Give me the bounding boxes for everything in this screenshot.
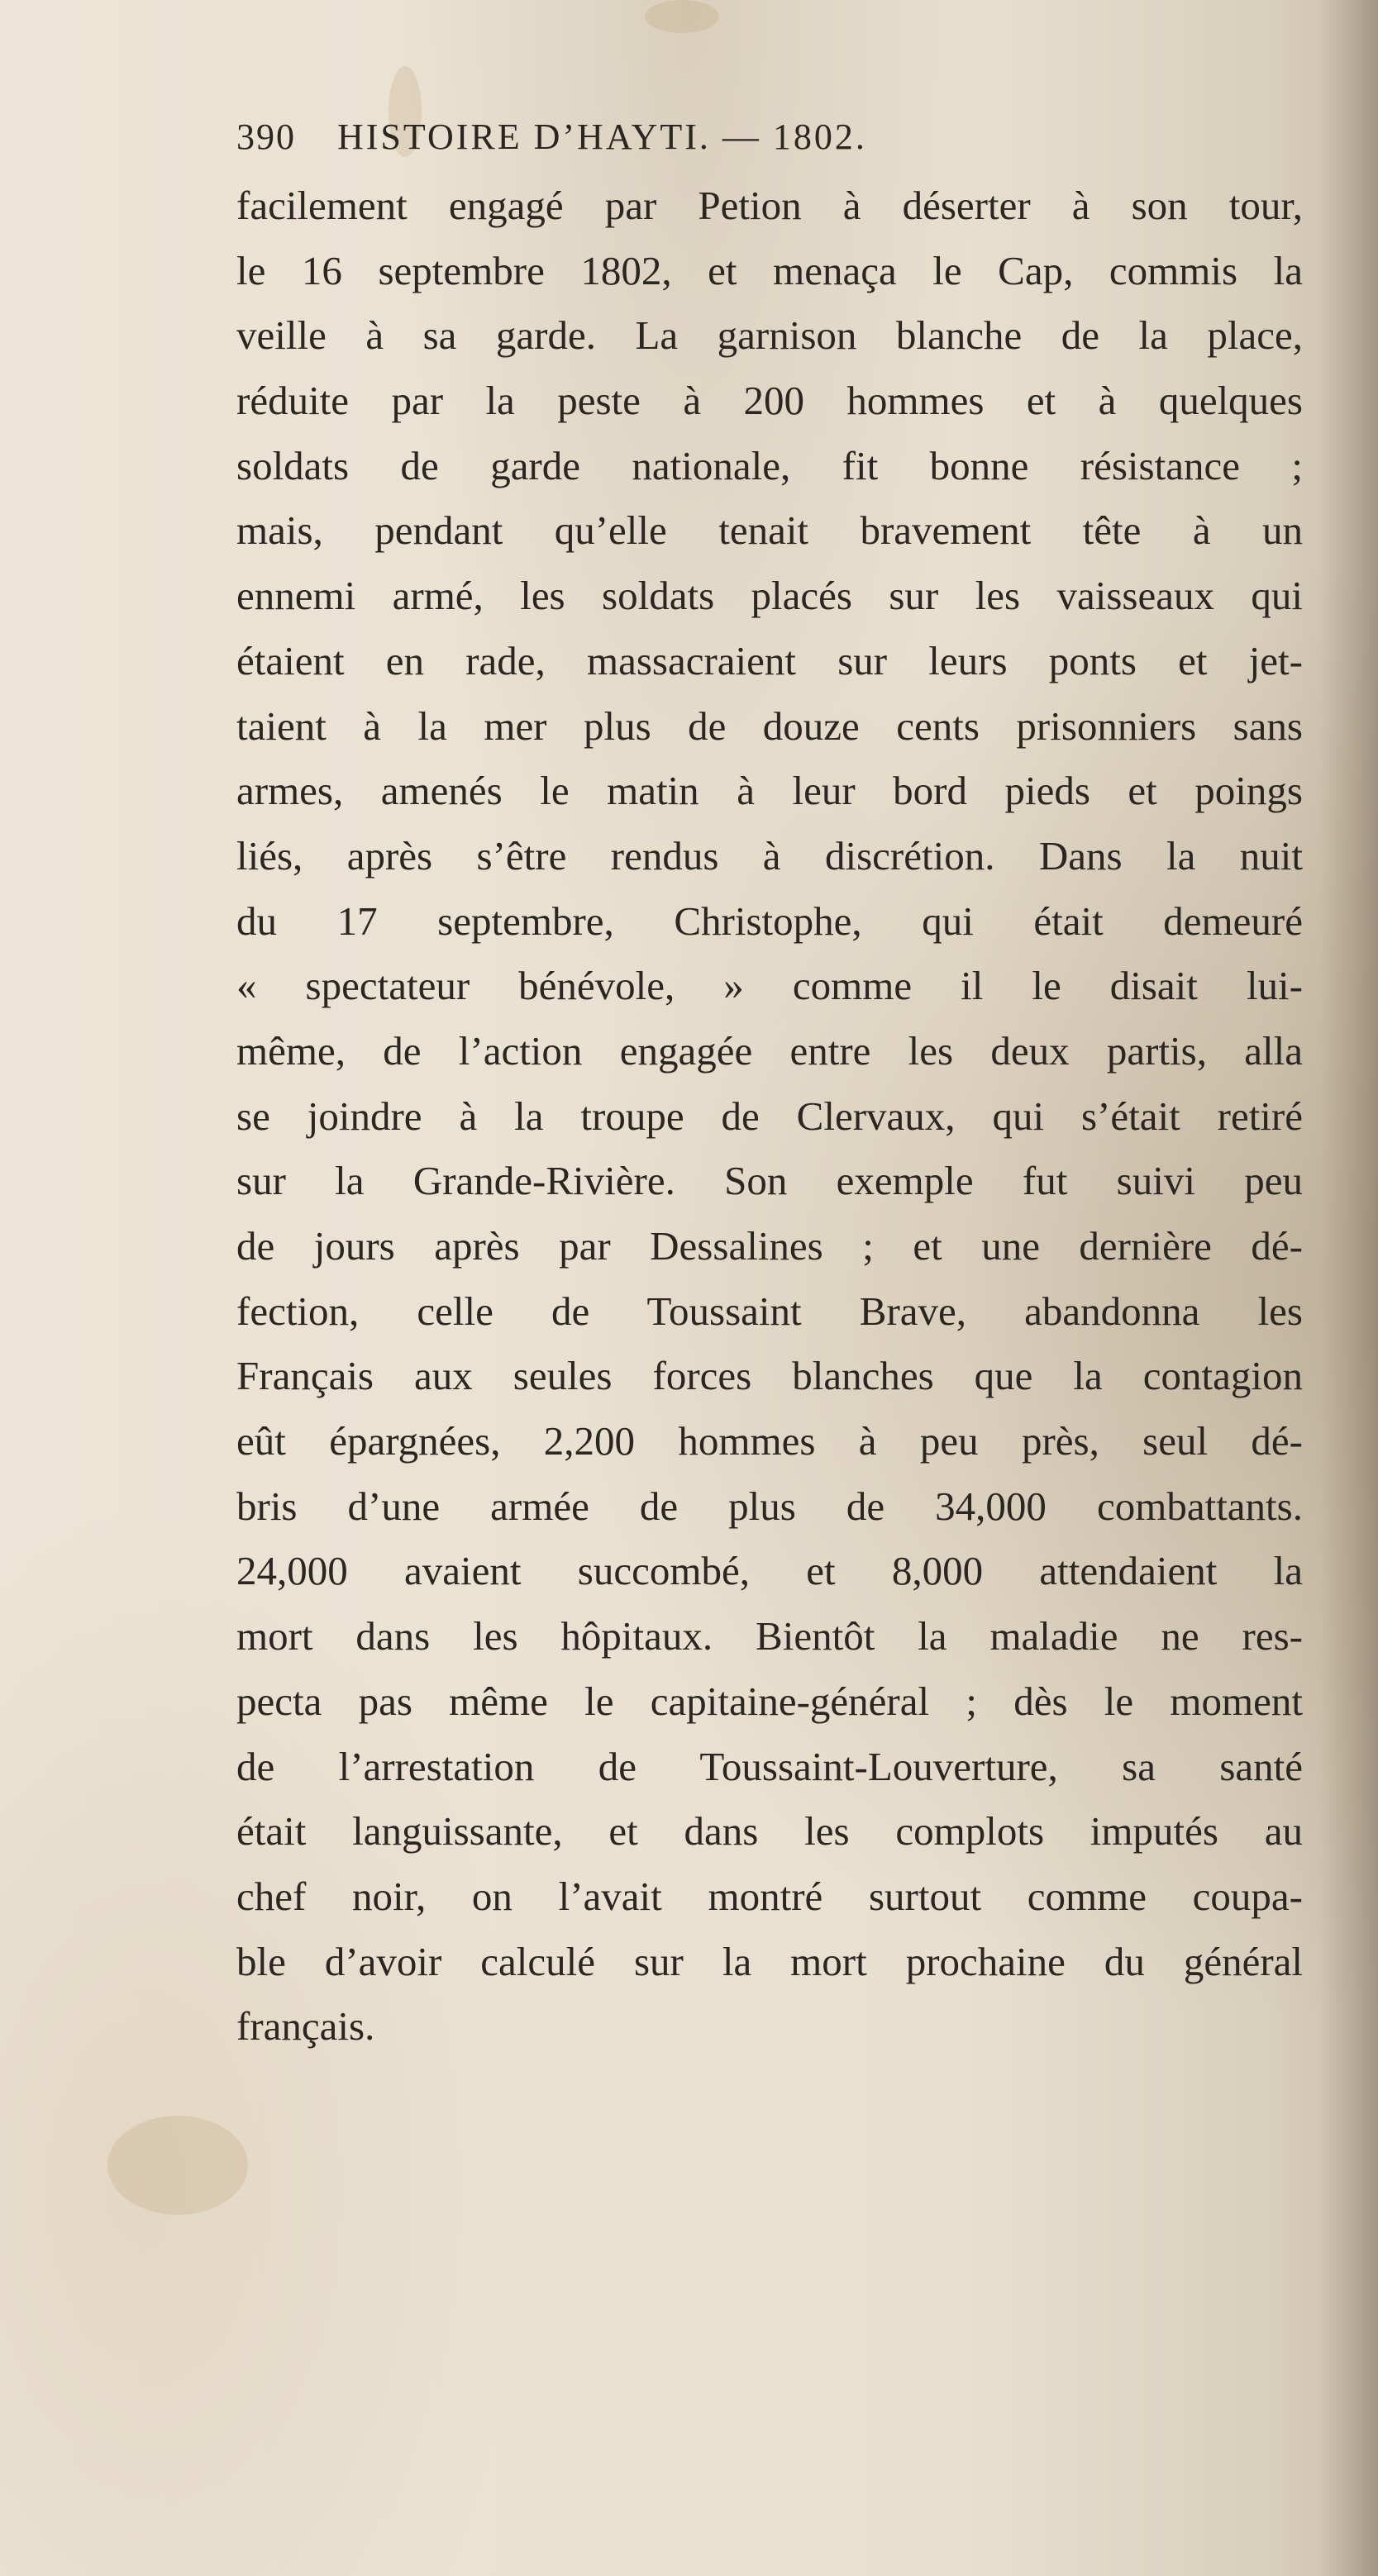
text-line: « spectateur bénévole, » comme il le disait lui- — [236, 963, 1303, 1009]
text-line: veille à sa garde. La garnison blanche de la place, — [236, 312, 1303, 359]
text-line: armes, amenés le matin à leur bord pieds et poings — [236, 768, 1303, 814]
running-title: HISTOIRE D’HAYTI. — 1802. — [337, 117, 867, 157]
text-line: réduite par la peste à 200 hommes et à quelques — [236, 378, 1303, 424]
text-line: facilement engagé par Petion à déserter à son tour, — [236, 183, 1303, 228]
page-number: 390 — [236, 117, 296, 157]
paper-stain — [107, 2116, 248, 2215]
text-line: français. — [236, 2003, 375, 2050]
text-line: mais, pendant qu’elle tenait bravement tête à un — [236, 507, 1303, 554]
body-text — [236, 174, 1303, 2059]
text-line: le 16 septembre 1802, et menaça le Cap, commis la — [236, 247, 1303, 293]
text-line: sur la Grande-Rivière. Son exemple fut suivi peu — [236, 1158, 1303, 1204]
text-line: même, de l’action engagée entre les deux partis, alla — [236, 1027, 1303, 1074]
text-line: pecta pas même le capitaine-général ; dès le moment — [236, 1678, 1303, 1724]
text-line: chef noir, on l’avait montré surtout comme coupa- — [236, 1873, 1303, 1919]
text-line: de l’arrestation de Toussaint-Louverture, sa santé — [236, 1743, 1303, 1789]
text-line: du 17 septembre, Christophe, qui était demeuré — [236, 898, 1303, 944]
text-line: taient à la mer plus de douze cents prisonniers sans — [236, 702, 1303, 749]
text-line: se joindre à la troupe de Clervaux, qui s’était retiré — [236, 1093, 1303, 1139]
text-line: liés, après s’être rendus à discrétion. Dans la nuit — [236, 832, 1303, 879]
text-line: de jours après par Dessalines ; et une dernière dé- — [236, 1223, 1303, 1269]
text-line: étaient en rade, massacraient sur leurs ponts et jet- — [236, 637, 1303, 683]
text-line: ennemi armé, les soldats placés sur les vaisseaux qui — [236, 573, 1303, 619]
text-line: eût épargnées, 2,200 hommes à peu près, seul dé- — [236, 1418, 1303, 1464]
page-edge-shadow — [1320, 0, 1378, 2576]
text-line: fection, celle de Toussaint Brave, abandonna les — [236, 1288, 1303, 1334]
text-line: ble d’avoir calculé sur la mort prochaine du général — [236, 1938, 1303, 1984]
text-line: bris d’une armée de plus de 34,000 combattants. — [236, 1483, 1303, 1529]
text-line: était languissante, et dans les complots imputés au — [236, 1808, 1303, 1855]
text-line: mort dans les hôpitaux. Bientôt la maladie ne res- — [236, 1613, 1303, 1659]
text-line: Français aux seules forces blanches que la contagion — [236, 1353, 1303, 1399]
text-line: 24,000 avaient succombé, et 8,000 attendaient la — [236, 1548, 1303, 1594]
running-header — [236, 116, 1154, 182]
text-line: soldats de garde nationale, fit bonne résistance ; — [236, 442, 1303, 488]
paper-stain — [645, 0, 719, 33]
